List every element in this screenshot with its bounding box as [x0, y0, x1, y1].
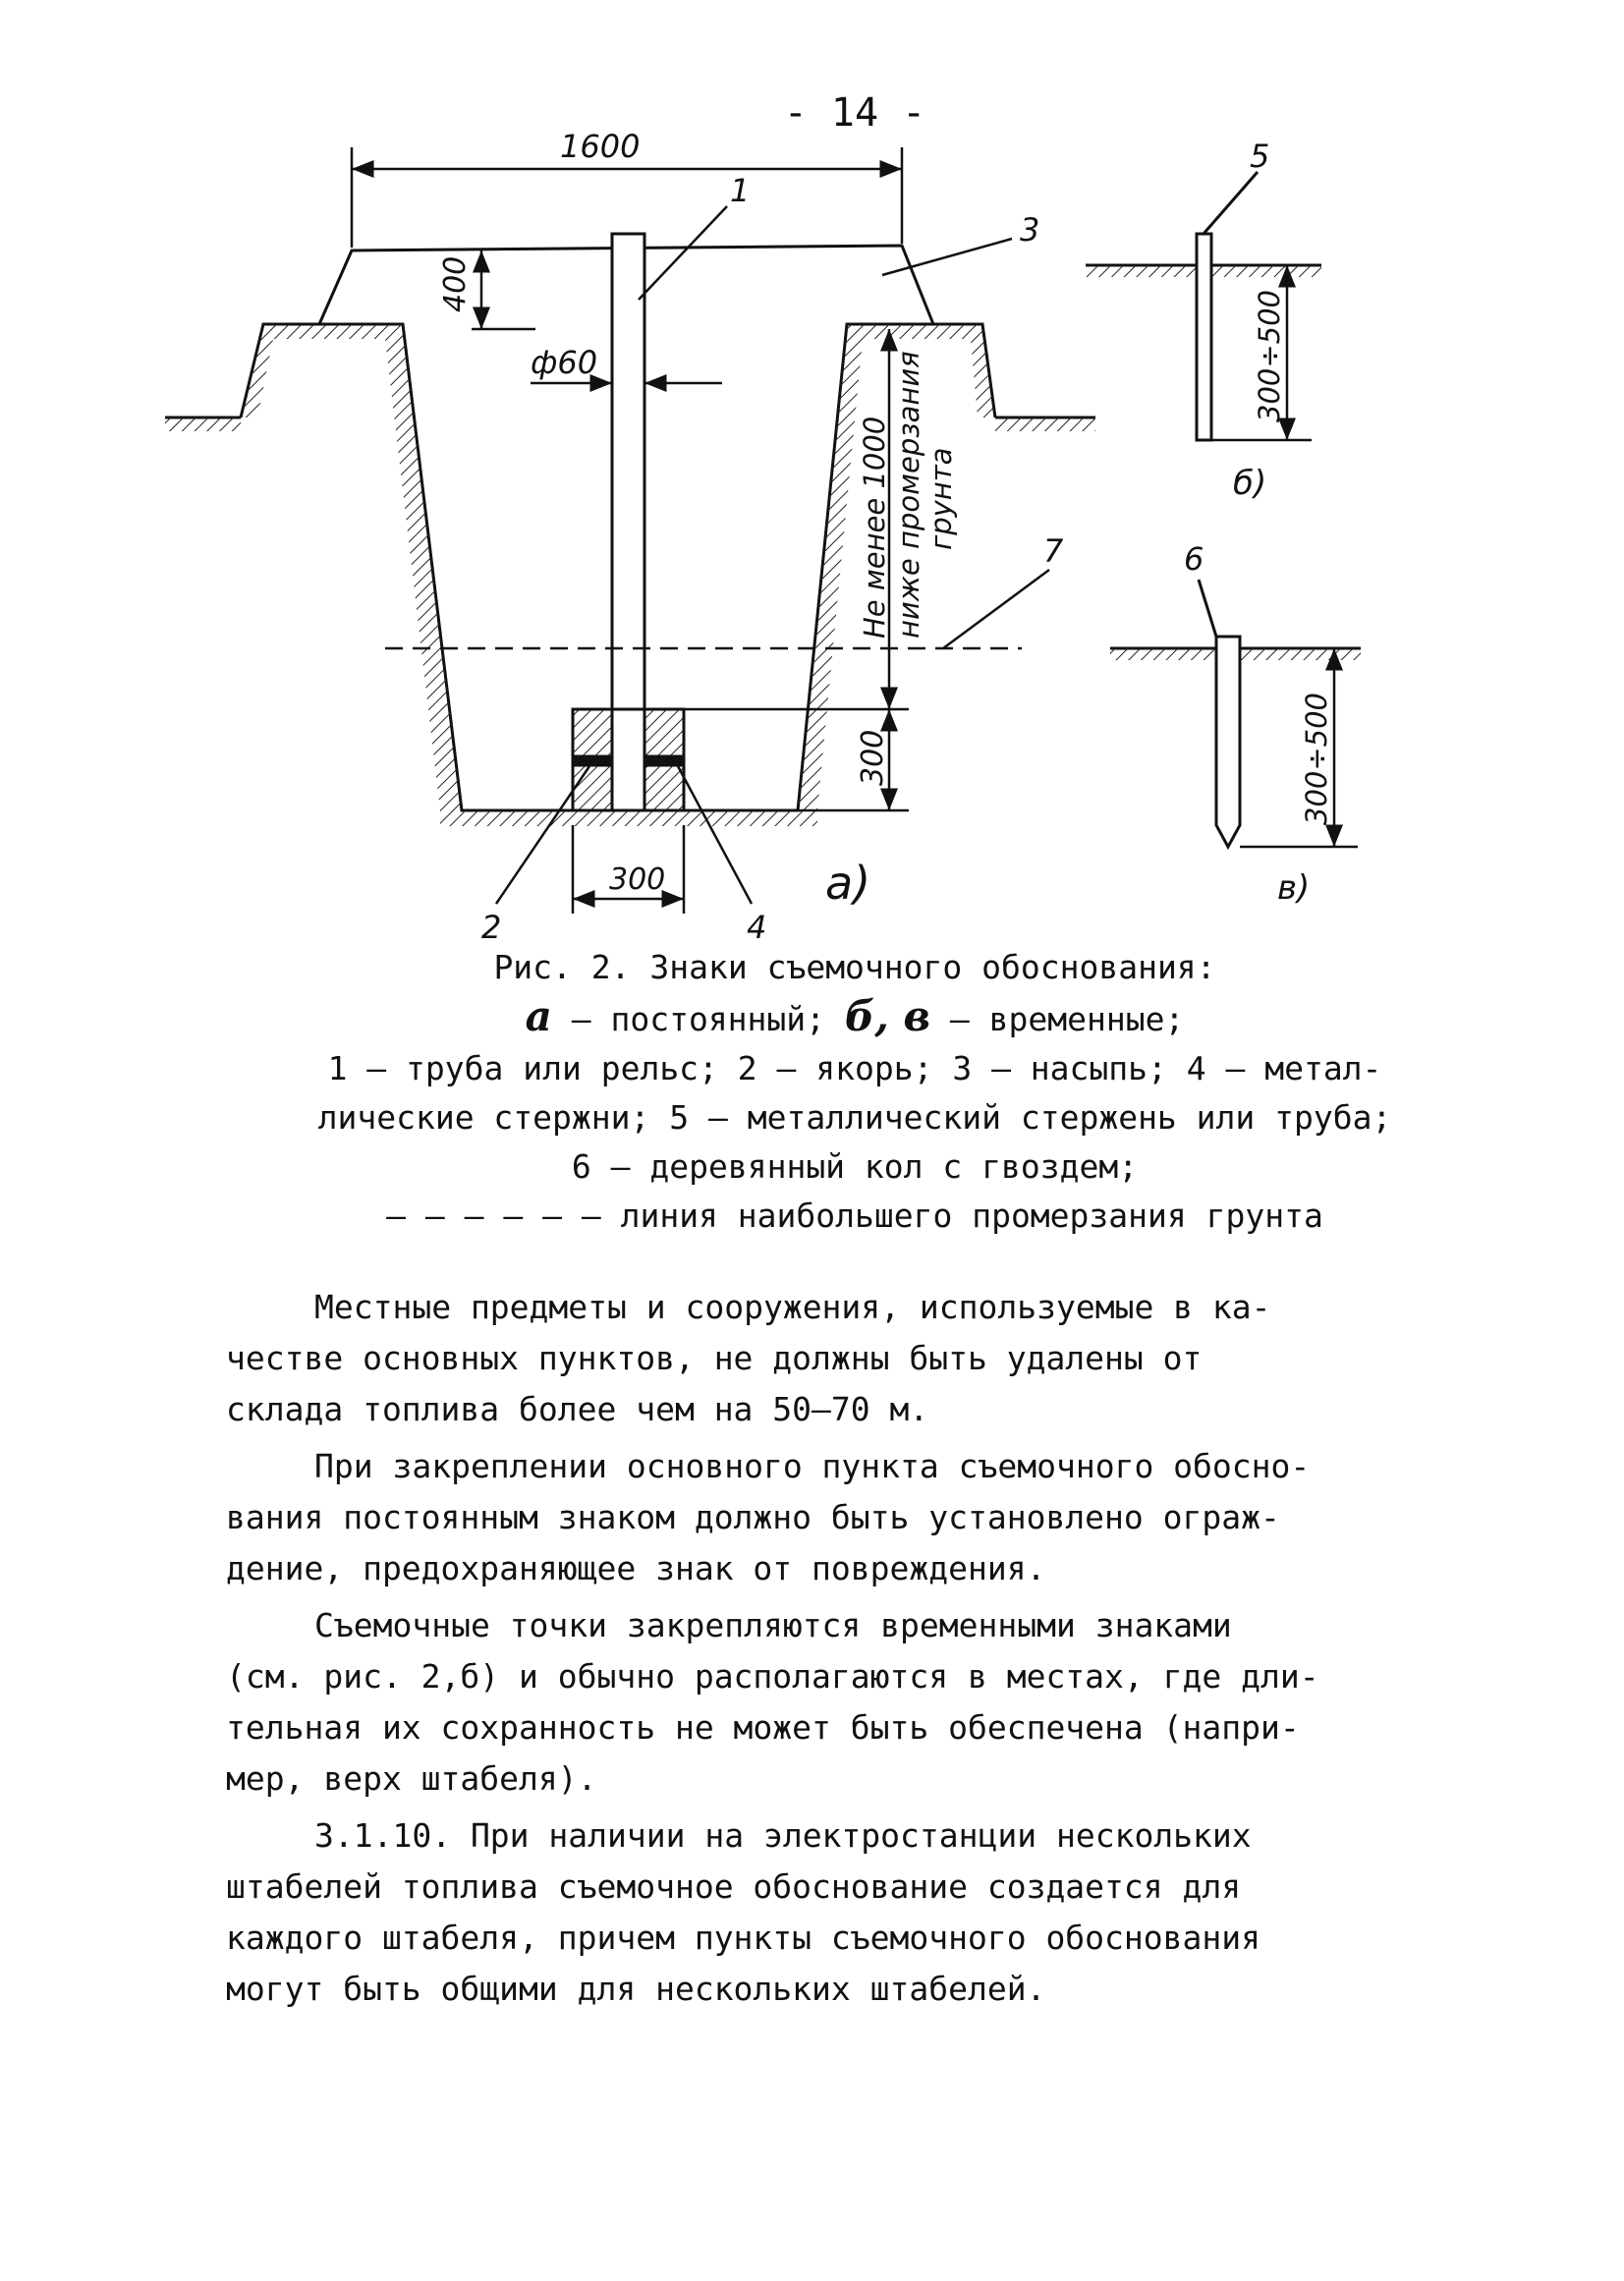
callout-7: 7: [1043, 532, 1064, 570]
callout-4: 4: [747, 909, 767, 943]
p1-line-3: склада топлива более чем на 50–70 м.: [226, 1390, 929, 1428]
caption-letter-a: а: [525, 992, 552, 1040]
paragraph-1: [226, 1282, 1474, 1435]
dim-300-vertical: 300: [856, 729, 890, 786]
sub-label-v: в): [1277, 868, 1311, 908]
p3-line-2: (см. рис. 2,б) и обычно располагаются в местах, где дли-: [226, 1657, 1319, 1696]
p1-line-1: Местные предметы и сооружения, используемые в ка-: [314, 1288, 1271, 1326]
dim-stake-v: 300÷500: [1300, 692, 1333, 825]
caption-dash-legend: – – – – – –: [386, 1196, 601, 1235]
caption-line-5: 6 – деревянный кол с гвоздем;: [571, 1147, 1139, 1186]
dim-400: 400: [438, 255, 473, 312]
p4-line-2: штабелей топлива съемочное обоснование создается для: [226, 1867, 1242, 1906]
caption-freeze-line-text: линия наибольшего промерзания грунта: [600, 1196, 1323, 1235]
p2-line-2: вания постоянным знаком должно быть установлено ограж-: [226, 1498, 1280, 1536]
page-number: - 14 -: [783, 90, 926, 136]
p3-line-4: мер, верх штабеля).: [226, 1759, 597, 1798]
dim-diameter: ф60: [531, 344, 598, 381]
callout-3: 3: [1020, 211, 1040, 249]
p3-line-3: тельная их сохранность не может быть обеспечена (напри-: [226, 1708, 1300, 1747]
paragraph-2: [226, 1441, 1474, 1594]
p4-line-1: 3.1.10. При наличии на электростанции нескольких: [314, 1816, 1252, 1855]
callout-2: 2: [481, 909, 502, 943]
caption-line-2: [216, 992, 1493, 1044]
p4-line-4: могут быть общими для нескольких штабелей.: [226, 1970, 1046, 2008]
p2-line-1: При закреплении основного пункта съемочного обосно-: [314, 1447, 1311, 1485]
survey-marks-figure: [0, 0, 1624, 943]
body-text: [226, 1282, 1474, 2021]
p1-line-2: честве основных пунктов, не должны быть удалены от: [226, 1339, 1203, 1377]
paragraph-3: [226, 1600, 1474, 1805]
caption-line-3: 1 – труба или рельс; 2 – якорь; 3 – насыпь; 4 – метал-: [327, 1049, 1382, 1087]
p3-line-1: Съемочные точки закрепляются временными знаками: [314, 1606, 1232, 1644]
caption-line-1: Рис. 2. Знаки съемочного обоснования:: [493, 948, 1216, 986]
caption-line-4: лические стержни; 5 – металлический стержень или труба;: [317, 1098, 1392, 1137]
caption-bv-text: – временные;: [930, 1000, 1185, 1038]
caption-letters-bv: б, в: [844, 992, 931, 1040]
freeze-label-line2: ниже промерзания: [892, 351, 925, 639]
callout-6: 6: [1184, 540, 1204, 578]
figure-caption: [216, 943, 1493, 1241]
p2-line-3: дение, предохраняющее знак от повреждения.: [226, 1549, 1046, 1587]
p4-line-3: каждого штабеля, причем пункты съемочного обоснования: [226, 1919, 1260, 1957]
freeze-label-line1: Не менее 1000: [858, 416, 891, 639]
dim-stake-b: 300÷500: [1253, 289, 1286, 422]
callout-5: 5: [1250, 138, 1270, 175]
paragraph-4: [226, 1810, 1474, 2015]
freeze-label-line3: грунта: [924, 447, 958, 550]
sub-label-a: а): [825, 857, 871, 910]
caption-line-6: [216, 1192, 1493, 1241]
sub-label-b: б): [1233, 464, 1267, 503]
caption-a-text: – постоянный;: [551, 1000, 845, 1038]
callout-1: 1: [730, 172, 751, 209]
temporary-rod-drawing: [1086, 172, 1321, 440]
dim-300-horizontal: 300: [609, 862, 666, 897]
dim-1600: 1600: [560, 128, 641, 165]
